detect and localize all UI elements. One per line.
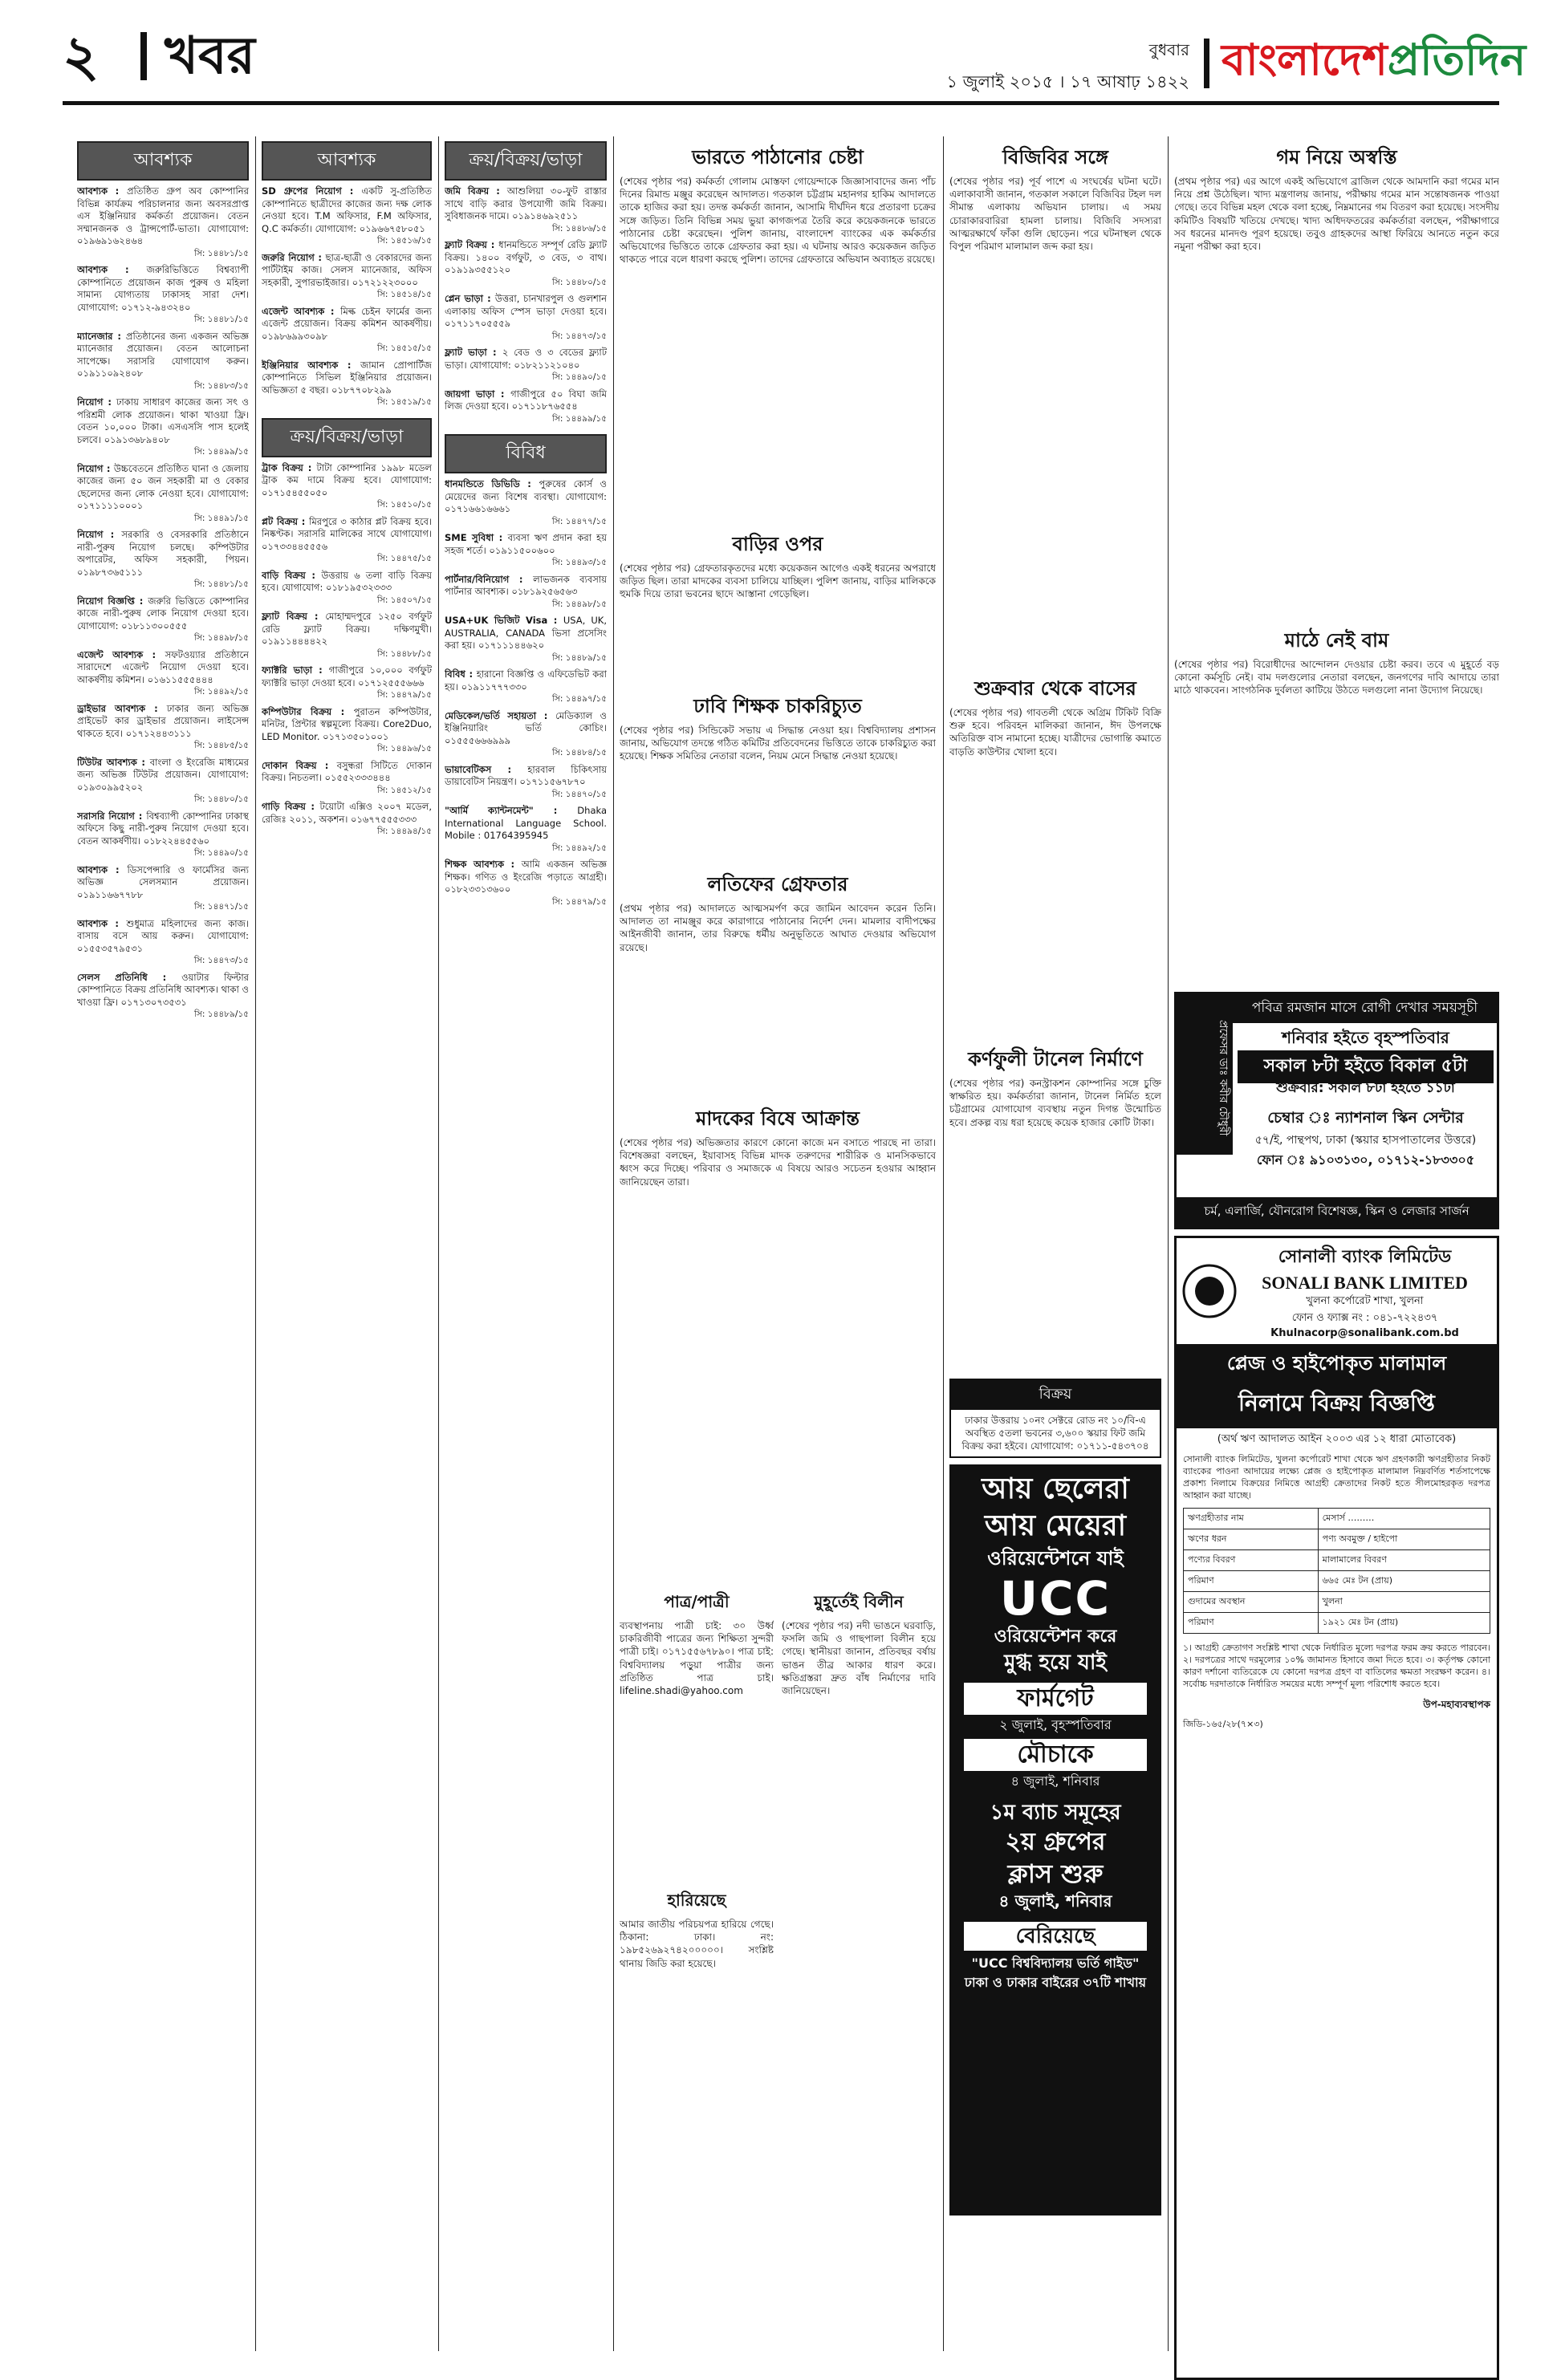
- masthead-divider: [140, 32, 147, 80]
- classified-ad-code: সি: ১৪৪৮১/১৫: [193, 579, 249, 589]
- table-cell: মেসার্স ………: [1318, 1509, 1490, 1529]
- classified-ad-code: সি: ১৪৫১৪/১৫: [376, 290, 432, 299]
- classified-ad-code: সি: ১৪৪৭৩/১৫: [551, 331, 607, 341]
- article-body: (প্রথম পৃষ্ঠার পর) আদালতে আত্মসমর্পণ করে জামিন আবেদন করেন তিনি। আদালত তা নামঞ্জুর করে কারাগারে পাঠানোর নির্দেশ দেন। মামলার বাদীপক্ষের আইনজীবী জানান, তার বিরুদ্ধে ধর্মীয় অনুভূতিতে আঘাত দেওয়ার অভিযোগ রয়েছে।: [620, 903, 936, 953]
- classified-ad-lead: বাড়ি বিক্রয় :: [262, 569, 322, 581]
- classified-ad-lead: "আর্মি ক্যান্টনমেন্ট" :: [445, 805, 578, 816]
- classified-ad-text: টয়োটা এক্সিও ২০০৭ মডেল, রেজিঃ ২০১১, অকশন। ০১৬৭৭৫৫৫৩৩৩: [262, 801, 432, 825]
- classified-ad-code: সি: ১৪৫১২/১৫: [376, 785, 432, 795]
- ucc-line: ক্লাস শুরু: [1007, 1858, 1104, 1889]
- notice-signoff: উপ-মহাব্যবস্থাপক: [1423, 1699, 1490, 1710]
- headline: বিজিবির সঙ্গে: [1002, 146, 1108, 169]
- classified-ad-text: উত্তরা, চানখারপুল ও গুলশান এলাকায় অফিস স্পেস ভাড়া দেওয়া হবে। ০১৭১১৭০৫৫৫৯: [445, 293, 607, 329]
- classified-ad-code: সি: ১৪৪৮১/১৫: [193, 315, 249, 324]
- headline: পাত্র/পাত্রী: [664, 1592, 730, 1611]
- article-body: (শেষের পৃষ্ঠার পর) নদী ভাঙনে ঘরবাড়ি, ফসলি জমি ও গাছপালা বিলীন হয়ে গেছে। স্থানীয়রা জানান, প্রতিবছর বর্ষায় ভাঙন তীব্র আকার ধারণ করে। ক্ষতিগ্রস্তরা দ্রুত বাঁধ নির্মাণের দাবি জানিয়েছেন।: [782, 1620, 936, 1697]
- table-cell: ঋণের ধরন: [1184, 1529, 1319, 1550]
- classified-ad-text: ঢাকায় সাধারণ কাজের জন্য সৎ ও পরিশ্রমী লোক প্রয়োজন। থাকা খাওয়া ফ্রি। বেতন ১০,০০০ টাকা। এসএসসি পাস হলেই চলবে। ০১৯১৩৬৮৯৪০৮: [77, 396, 249, 445]
- table-cell: গুদামের অবস্থান: [1184, 1592, 1319, 1613]
- classified-ad: [77, 864, 249, 914]
- headline: কর্ণফুলী টানেল নির্মাণে: [968, 1048, 1143, 1070]
- logo-part-2: প্রতিদিন: [1387, 34, 1526, 85]
- article-body: (শেষের পৃষ্ঠার পর) অভিজ্ঞতার কারণে কোনো কাজে মন বসাতে পারছে না তারা। বিশেষজ্ঞরা বলছেন, ইয়াবাসহ বিভিন্ন মাদক তরুণদের শারীরিক ও মানসিকভাবে ধ্বংস করে দিচ্ছে। পরিবার ও সমাজকে এ বিষয়ে আরও সচেতন হওয়ার আহ্বান জানিয়েছেন তারা।: [620, 1137, 936, 1188]
- classifieds-column-2: [262, 141, 432, 2348]
- classified-ad: [445, 239, 607, 289]
- classified-ad-code: সি: ১৪৫১০/১৫: [376, 500, 432, 510]
- classified-ad-text: লাভজনক ব্যবসায় পার্টনার আবশ্যক। ০১৮১৯২৫৬৫৬৩: [445, 573, 607, 597]
- classified-ad-text: জরুরি ভিত্তিতে কোম্পানির কাজে নারী-পুরুষ লোক নিয়োগ দেওয়া হবে। যোগাযোগ: ০১৮১১৩০০৫৫৫: [77, 595, 249, 632]
- classified-ad-code: সি: ১৪৪৮৪/১৫: [551, 748, 607, 757]
- classified-ad: [262, 252, 432, 302]
- ucc-line: ১ম ব্যাচ সমূহের: [990, 1801, 1121, 1825]
- classified-ad-text: আমি একজন অভিজ্ঞ শিক্ষক। গণিত ও ইংরেজি পড়াতে আগ্রহী। ০১৮২৩৩১৩৬০০: [445, 859, 607, 895]
- classified-ad-code: সি: ১৪৫০৭/১৫: [376, 595, 432, 605]
- classified-ad-code: সি: ১৪৪৯০/১৫: [193, 848, 249, 858]
- headline: মাদকের বিষে আক্রান্ত: [696, 1107, 860, 1130]
- classified-ad-code: সি: ১৪৪৯০/১৫: [551, 372, 607, 382]
- classified-ad-lead: ম্যানেজার :: [77, 330, 126, 342]
- classified-ad-text: ব্যবসা ঋণ প্রদান করা হয় সহজ শর্তে। ০১৯১১৫০০৬০০: [445, 532, 607, 556]
- classified-ad-code: সি: ১৪৪৯২/১৫: [551, 843, 607, 853]
- classified-ad-text: USA, UK, AUSTRALIA, CANADA ভিসা প্রসেসিং করা হয়। ০১৭১১১৪৪৬২০: [445, 615, 607, 651]
- classified-ad-lead: নিয়োগ বিজ্ঞপ্তি :: [77, 595, 148, 607]
- classified-ad: [262, 359, 432, 409]
- news-column-3: [1174, 141, 1499, 2348]
- classified-ad: [445, 574, 607, 611]
- bank-name-bn: সোনালী ব্যাংক লিমিটেড: [1278, 1247, 1452, 1267]
- classified-ad: [77, 757, 249, 806]
- classified-ad: [77, 185, 249, 260]
- masthead-day: বুধবার: [1148, 40, 1189, 59]
- table-cell: পণ্য অবমুক্ত / হাইপো: [1318, 1529, 1490, 1550]
- classified-ad: [445, 478, 607, 528]
- classified-ad-code: সি: ১৪৪৭১/১৫: [193, 902, 249, 912]
- notice-code: জিডি-১৬৫/২৮(৭×৩): [1183, 1719, 1263, 1729]
- notice-subtitle: (অর্থ ঋণ আদালত আইন ২০০৩ এর ১২ ধারা মোতাবেক): [1217, 1433, 1457, 1445]
- table-row: [1184, 1571, 1490, 1592]
- bank-header: [1177, 1238, 1497, 1346]
- classified-ad-lead: এজেন্ট আবশ্যক :: [77, 648, 165, 660]
- classified-ad-text: উত্তরায় ৬ তলা বাড়ি বিক্রয় হবে। যোগাযোগ: ০১৮১৯৫৩২৩৩৩: [262, 569, 432, 593]
- classified-ad: [77, 703, 249, 753]
- classified-ad-lead: SD গ্রুপের নিয়োগ :: [262, 185, 362, 197]
- table-cell: ১৯২১ মেঃ টন (প্রায়): [1318, 1613, 1490, 1634]
- classified-ad: [77, 972, 249, 1021]
- category-heading: আবশ্যক: [77, 141, 249, 181]
- classified-ad-code: সি: ১৪৪৮৯/১৫: [551, 652, 607, 663]
- column-rule: [613, 136, 614, 2351]
- classified-ad-code: সি: ১৪৫১৬/১৫: [376, 236, 432, 246]
- column-rule: [438, 136, 439, 2351]
- classified-ad-text: বসুন্ধরা সিটিতে দোকান বিক্রয়। নিচতলা। ০১৫৫২৩৩৩৪৪৪: [262, 759, 432, 783]
- classified-ad: [262, 570, 432, 607]
- classified-ad: [445, 185, 607, 235]
- classified-ad: [445, 764, 607, 802]
- classified-ad-code: সি: ১৪৪৭০/১৫: [551, 789, 607, 799]
- category-heading: ক্রয়/বিক্রয়/ভাড়া: [262, 418, 432, 457]
- column-rule: [1168, 136, 1169, 2351]
- classified-list: [262, 185, 432, 413]
- classified-ad-lead: গাড়ি বিক্রয় :: [262, 801, 320, 812]
- brand-divider: [1204, 39, 1209, 88]
- headline: মুহূর্তেই বিলীন: [814, 1592, 904, 1611]
- classifieds-column-3: [445, 141, 607, 2348]
- classified-ad-text: ঢাকার জন্য অভিজ্ঞ প্রাইভেট কার ড্রাইভার প্রয়োজন। লাইসেন্স থাকতে হবে। ০১৭১২৪৪৩১১১: [77, 702, 249, 739]
- ucc-line: বেরিয়েছে: [964, 1922, 1147, 1951]
- ucc-venue: মৌচাকে: [964, 1739, 1147, 1771]
- ucc-venue: ফার্মগেট: [964, 1683, 1147, 1715]
- classified-ad-code: সি: ১৪৫১৯/১৫: [376, 397, 432, 407]
- table-cell: খুলনা: [1318, 1592, 1490, 1613]
- table-row: [1184, 1613, 1490, 1634]
- classified-ad: [445, 805, 607, 855]
- classified-ad-code: সি: ১৪৪৭৭/১৫: [551, 516, 607, 526]
- bank-name-en: SONALI BANK LIMITED: [1262, 1273, 1468, 1293]
- notice-body: সোনালী ব্যাংক লিমিটেড, খুলনা কর্পোরেট শাখা থেকে ঋণ গ্রহণকারী ঋণগ্রহীতার নিকট ব্যাংকের পাওনা আদায়ের লক্ষ্যে প্লেজ ও হাইপোকৃত মালামাল নিম্নবর্ণিত শর্তসাপেক্ষে প্রকাশ্য নিলামে বিক্রয়ের নিমিত্তে আগ্রহী ক্রেতাদের নিকট হতে সীলমোহরকৃত দরপত্র আহ্বান করা যাচ্ছে।: [1183, 1454, 1490, 1501]
- doctor-schedule: শনিবার হইতে বৃহস্পতিবার: [1282, 1028, 1449, 1047]
- classified-ad-lead: এজেন্ট আবশ্যক :: [262, 305, 341, 317]
- classified-ad-text: আশুলিয়া ৩০-ফুট রাস্তার সাথে বাড়ি করার উপযোগী জমি বিক্রয়। সুবিধাজনক দামে। ০১৯১৪৬৯২৫১১: [445, 185, 607, 221]
- newspaper-logo: [1222, 27, 1526, 91]
- classified-ad-lead: SME সুবিধা :: [445, 532, 508, 543]
- classified-ad-code: সি: ১৪৪৮৫/১৫: [193, 741, 249, 750]
- classified-ad-lead: ফ্যাক্টরি ভাড়া :: [262, 664, 329, 676]
- category-heading: বিবিধ: [445, 434, 607, 473]
- masthead-date: ১ জুলাই ২০১৫ । ১৭ আষাঢ় ১৪২২: [946, 72, 1189, 91]
- classified-ad: [77, 810, 249, 860]
- doctor-advertisement: [1174, 992, 1499, 1229]
- doctor-schedule: শুক্রবার: সকাল ৮টা হইতে ১১টা: [1276, 1080, 1455, 1096]
- article-body: (প্রথম পৃষ্ঠার পর) এর আগে একই অভিযোগে ব্রাজিল থেকে আমদানি করা গমের মান নিয়ে প্রশ্ন উঠেছিল। খাদ্য মন্ত্রণালয় জানায়, পরীক্ষায় গমের মান সন্তোষজনক পাওয়া গেছে। তবে বিভিন্ন মহল থেকে বলা হচ্ছে, নিম্নমানের গম বিতরণ করা হয়েছে। সংসদীয় কমিটিও বিষয়টি খতিয়ে দেখছে। খাদ্য অধিদফতরের কর্মকর্তারা বলছেন, পরীক্ষাগারে সব ধরনের মানদণ্ড পূরণ হয়েছে। তবুও গ্রাহকদের আস্থা ফিরিয়ে আনতে নতুন করে নমুনা পরীক্ষা করা হবে।: [1174, 176, 1499, 253]
- news-column-1: [620, 141, 936, 2348]
- classified-ad-code: সি: ১৪৪৯৯/১৫: [193, 447, 249, 457]
- notice-title: প্লেজ ও হাইপোকৃত মালামাল: [1177, 1346, 1497, 1384]
- table-cell: ঋণগ্রহীতার নাম: [1184, 1509, 1319, 1529]
- classified-ad-text: একটি সু-প্রতিষ্ঠিত কোম্পানিতে ছাত্রীদের কাজের জন্য দক্ষ লোক নেওয়া হবে। T.M অফিসার, F.M অফিসার, Q.C কর্মকর্তা। যোগাযোগ: ০১৯৬৬৭৫৮০৫১: [262, 185, 432, 234]
- classified-ad: [77, 595, 249, 645]
- classified-list: [262, 462, 432, 843]
- doctor-phone: ফোন ঃ ৯১০৩১৩০, ০১৭১২-১৮৩৩০৫: [1256, 1152, 1475, 1168]
- headline: গম নিয়ে অস্বস্তি: [1276, 146, 1397, 169]
- classified-ad-text: টাটা কোম্পানির ১৯৯৮ মডেল ট্রাক কম দামে বিক্রয় হবে। যোগাযোগ: ০১৭১৫৪৫৫০৫০: [262, 461, 432, 498]
- classified-ad-text: সফটওয়্যার প্রতিষ্ঠানে সারাদেশে এজেন্ট নিয়োগ দেওয়া হবে। আকর্ষণীয় কমিশন। ০১৬১১৫৫৫৪৪৪: [77, 648, 249, 685]
- bank-branch: খুলনা কর্পোরেট শাখা, খুলনা: [1306, 1295, 1424, 1307]
- classified-ad: [262, 706, 432, 756]
- column-rule: [255, 136, 256, 2351]
- notice-title: নিলামে বিক্রয় বিজ্ঞপ্তি: [1177, 1384, 1497, 1428]
- headline: মাঠে নেই বাম: [1284, 629, 1389, 652]
- ucc-line: ঢাকা ও ঢাকার বাইরের ৩৭টি শাখায়: [964, 1975, 1147, 1990]
- ucc-line: মুগ্ধ হয়ে যাই: [1004, 1651, 1107, 1675]
- logo-part-1: বাংলাদেশ: [1222, 34, 1388, 85]
- headline: ঢাবি শিক্ষক চাকরিচ্যুত: [693, 695, 862, 717]
- classified-ad-text: পুরাতন কম্পিউটার, মনিটর, প্রিন্টার স্বল্পমূল্যে বিক্রয়। Core2Duo, LED Monitor. ০১৭১৩৫০১০০১: [262, 705, 432, 742]
- classified-ad-lead: আবশ্যক :: [77, 917, 127, 929]
- sale-ad: [949, 1379, 1161, 1458]
- classified-ad-lead: ধানমন্ডিতে ডিভিডি :: [445, 478, 539, 489]
- ucc-headline: আয় মেয়েরা: [984, 1509, 1127, 1542]
- classifieds-column-1: [77, 141, 249, 2348]
- classified-ad-code: সি: ১৪৪৮০/১৫: [551, 277, 607, 287]
- ucc-advertisement: [949, 1464, 1161, 2216]
- table-row: [1184, 1529, 1490, 1550]
- section-title: খবর: [165, 26, 255, 86]
- classified-ad-code: সি: ১৪৪৯৯/১৫: [551, 413, 607, 424]
- classified-ad: [77, 463, 249, 526]
- ucc-date: ৪ জুলাই, শনিবার: [998, 1891, 1112, 1911]
- classified-ad: [445, 388, 607, 426]
- classified-ad: [445, 347, 607, 384]
- classified-ad-lead: আবশ্যক :: [77, 863, 128, 875]
- table-cell: মালামালের বিবরণ: [1318, 1550, 1490, 1571]
- classified-ad-lead: ড্রাইভার আবশ্যক :: [77, 702, 167, 714]
- classified-ad: [262, 801, 432, 839]
- ucc-logo: UCC: [999, 1571, 1112, 1626]
- classified-ad-text: হারানো বিজ্ঞপ্তি ও এফিডেভিট করা হয়। ০১৯১১৭৭৭৩৩০: [445, 668, 607, 692]
- table-cell: পরিমাণ: [1184, 1571, 1319, 1592]
- classified-ad: [445, 859, 607, 908]
- bank-phone: ফোন ও ফ্যাক্স নং : ০৪১-৭২২৪৩৭: [1291, 1312, 1438, 1324]
- classified-ad: [77, 649, 249, 699]
- classified-ad: [77, 396, 249, 459]
- doctor-specialty: চর্ম, এলার্জি, যৌনরোগ বিশেষজ্ঞ, স্কিন ও লেজার সার্জন: [1177, 1197, 1497, 1227]
- classified-ad-code: সি: ১৪৪৯২/১৫: [193, 687, 249, 697]
- article-body: (শেষের পৃষ্ঠার পর) পূর্ব পাশে এ সংঘর্ষের ঘটনা ঘটে। এলাকাবাসী জানান, গতকাল সকালে বিজিবির টহল দল সীমান্ত এলাকায় অভিযান চালায়। এ সময় চোরাকারবারিরা হামলা চালায়। বিজিবি সদস্যরা আত্মরক্ষার্থে ফাঁকা গুলি ছোড়েন। পরে ঘটনাস্থল থেকে বিপুল পরিমাণ মালামাল জব্দ করা হয়।: [949, 176, 1161, 253]
- classified-ad-text: হারবাল চিকিৎসায় ডায়াবেটিস নিয়ন্ত্রণ। ০১৭১১৫৬৭৮৭০: [445, 763, 607, 787]
- doctor-address: ৫৭/ই, পান্থপথ, ঢাকা (স্কয়ার হাসপাতালের উত্তরে): [1254, 1134, 1477, 1147]
- classified-ad-text: ২ বেড ও ৩ বেডের ফ্ল্যাট ভাড়া। যোগাযোগ: ০১৮২১১২১০৪০: [445, 347, 607, 371]
- doctor-name-badge: প্রফেসর ডাঃ কবীর চৌধুরী: [1177, 994, 1233, 1155]
- classified-ad-lead: ফ্ল্যাট বিক্রয় :: [262, 611, 326, 622]
- classified-ad: [77, 529, 249, 591]
- classified-ad: [262, 185, 432, 248]
- article-body: ব্যবস্থাপনায় পাত্রী চাই: ৩০ উর্ধ্ব চাকরিজীবী পাত্রের জন্য শিক্ষিতা সুন্দরী পাত্রী চাই। ০১৭১৫৫৬৭৮৯০। পাত্র চাই: বিশ্ববিদ্যালয় পড়ুয়া পাত্রীর জন্য প্রতিষ্ঠিত পাত্র চাই। lifeline.shadi@yahoo.com: [620, 1620, 774, 1697]
- classified-ad-lead: নিয়োগ :: [77, 462, 114, 474]
- article-body: (শেষের পৃষ্ঠার পর) গাবতলী থেকে অগ্রিম টিকিট বিক্রি শুরু হবে। পরিবহন মালিকরা জানান, ঈদ উপলক্ষে অতিরিক্ত বাস নামানো হচ্ছে। যাত্রীদের ভোগান্তি কমাতে বাড়তি কাউন্টার খোলা হবে।: [949, 707, 1161, 757]
- classified-ad: [445, 615, 607, 664]
- classified-ad: [445, 710, 607, 760]
- classified-ad: [262, 760, 432, 798]
- classified-ad-text: ছাত্র-ছাত্রী ও বেকারদের জন্য পার্টটাইম কাজ। সেলস ম্যানেজার, অফিস সহকারী, সুপারভাইজার। ০১৭২১২২৩০০০: [262, 251, 432, 288]
- table-cell: ৬৬৫ মেঃ টন (প্রায়): [1318, 1571, 1490, 1592]
- classified-ad-code: সি: ১৪৪৭৯/১৫: [376, 690, 432, 700]
- classified-ad-text: জামান প্রোপার্টিজ কোম্পানিতে সিভিল ইঞ্জিনিয়ার প্রয়োজন। অভিজ্ঞতা ৫ বছর। ০১৮৭৭০৮২৯৯: [262, 359, 432, 396]
- classified-ad-lead: টিউটর আবশ্যক :: [77, 756, 150, 768]
- classified-ad-lead: মেডিকেল/ভর্তি সহায়তা :: [445, 709, 556, 721]
- classified-ad: [445, 668, 607, 706]
- classified-ad-text: গাজীপুরে ৫০ বিঘা জমি লিজ দেওয়া হবে। ০১৭১১৮৭৬৫৫৪: [445, 388, 607, 412]
- notice-table: [1183, 1508, 1490, 1634]
- classified-ad-text: মোহাম্মদপুরে ১২৫০ বর্গফুট রেডি ফ্ল্যাট বিক্রয়। দক্ষিণমুখী। ০১৯১১৪৪৪৪২২: [262, 611, 432, 647]
- classified-ad-text: মেডিক্যাল ও ইঞ্জিনিয়ারিং ভর্তি কোচিং। ০১৫৫৫৬৬৬৯৯৯: [445, 709, 607, 746]
- classified-ad-text: প্রতিষ্ঠিত গ্রুপ অব কোম্পানির বিভিন্ন কার্যক্রম পরিচালনার জন্য অবসরপ্রাপ্ত এস ইঞ্জিনিয়ার কর্মকর্তা প্রয়োজন। বেতন সম্মানজনক ও ট্রান্সপোর্ট-ভাতা। যোগাযোগ: ০১৯৬৯১৬২৪৬৪: [77, 185, 249, 246]
- classified-ad-lead: ফ্ল্যাট বিক্রয় :: [445, 239, 499, 250]
- article-body: (শেষের পৃষ্ঠার পর) কর্মকর্তা গোলাম মোস্তফা গোয়েন্দাকে জিজ্ঞাসাবাদের জন্য পাঁচ দিনের রিমান্ড মঞ্জুর করেছেন আদালত। গতকাল চট্টগ্রাম মহানগর হাকিম আদালতে তাকে হাজির করা হয়। তদন্ত কর্মকর্তা জানান, আসামি দীর্ঘদিন ধরে প্রতারণা চক্রের সঙ্গে জড়িত। তিনি বিভিন্ন সময় ভুয়া কাগজপত্র তৈরি করে কয়েকজনকে ভারতে পাঠানোর চেষ্টা করেছেন। পুলিশ জানায়, বাংলাদেশ ব্যাংকের এক কর্মকর্তার অভিযোগের ভিত্তিতে তাকে গ্রেফতার করা হয়। এ ঘটনায় আরও কয়েকজন জড়িত থাকতে পারে বলে ধারণা করছে পুলিশ। তাদের গ্রেফতারে অভিযান অব্যাহত রয়েছে।: [620, 176, 936, 266]
- classified-ad-lead: জরুরি নিয়োগ :: [262, 251, 326, 263]
- classified-ad-code: সি: ১৪৪৯৮/১৫: [551, 599, 607, 609]
- bank-email: Khulnacorp@sonalibank.com.bd: [1270, 1327, 1459, 1339]
- classified-ad: [262, 462, 432, 512]
- classified-ad: [445, 532, 607, 570]
- classified-list: [77, 185, 249, 1026]
- headline: লতিফের গ্রেফতার: [707, 873, 848, 896]
- classified-ad: [262, 664, 432, 702]
- classified-ad-text: শুধুমাত্র মহিলাদের জন্য কাজ। বাসায় বসে আয় করুন। যোগাযোগ: ০১৫৫৩৫৭৯৫৩১: [77, 917, 249, 954]
- article-body: (শেষের পৃষ্ঠার পর) বিরোধীদের আন্দোলন দেওয়ার চেষ্টা করব। তবে এ মুহূর্তে বড় কোনো কর্মসূচি নেই। বাম দলগুলোর নেতারা বলছেন, জনগণের দাবি আদায়ে তারা মাঠে থাকবেন। সাংগঠনিক দুর্বলতা কাটিয়ে উঠতে দলগুলো নানা উদ্যোগ নিয়েছে।: [1174, 659, 1499, 697]
- classified-ad-lead: বিবিধ :: [445, 668, 477, 680]
- category-heading: আবশ্যক: [262, 141, 432, 181]
- classified-ad-code: সি: ১৪৪৭৩/১৫: [193, 956, 249, 965]
- ucc-line: ২য় গ্রুপের: [1005, 1828, 1106, 1856]
- article-body: আমার জাতীয় পরিচয়পত্র হারিয়ে গেছে। ঠিকানা: ঢাকা। নং: ১৯৮৫২৬৯২৭৪২০০০০০। সংশ্লিষ্ট থানায় জিডি করা হয়েছে।: [620, 1919, 774, 1969]
- classified-ad-code: সি: ১৪৪৮৮/১৫: [376, 648, 432, 659]
- classified-ad-text: ধানমন্ডিতে সম্পূর্ণ রেডি ফ্ল্যাট বিক্রয়। ১৪০০ বর্গফুট, ৩ বেড, ৩ বাথ। ০১৯১৯৩৫৫১২০: [445, 239, 607, 275]
- notice-conditions: ১। আগ্রহী ক্রেতাগণ সংশ্লিষ্ট শাখা থেকে নির্ধারিত মূল্যে দরপত্র ফরম ক্রয় করতে পারবেন। ২। দরপত্রের সাথে দরমূল্যের ১০% জামানত হিসাবে জমা দিতে হবে। ৩। কর্তৃপক্ষ কোনো কারণ দর্শানো ব্যতিরেকে যে কোনো দরপত্র গ্রহণ বা বাতিলের ক্ষমতা সংরক্ষণ করেন। ৪। সর্বোচ্চ দরদাতাকে নির্ধারিত সময়ের মধ্যে সম্পূর্ণ মূল্য পরিশোধ করতে হবে।: [1183, 1643, 1490, 1689]
- bank-logo-icon: [1181, 1263, 1238, 1319]
- page-number: ২: [63, 22, 100, 89]
- classified-ad-lead: কম্পিউটার বিক্রয় :: [262, 705, 354, 717]
- classified-ad-lead: শিক্ষক আবশ্যক :: [445, 859, 522, 870]
- classified-ad-lead: আবশ্যক :: [77, 185, 127, 197]
- classified-ad-lead: জায়গা ভাড়া :: [445, 388, 511, 400]
- ucc-line: ওরিয়েন্টেশন করে: [994, 1627, 1117, 1647]
- classified-ad-text: ডিসপেন্সারি ও ফার্মেসির জন্য অভিজ্ঞ সেলসম্যান প্রয়োজন। ০১৯১১৬৬৭৭৮৮: [77, 863, 249, 900]
- table-row: [1184, 1592, 1490, 1613]
- headline: ভারতে পাঠানোর চেষ্টা: [692, 146, 864, 169]
- classified-ad: [262, 611, 432, 660]
- classified-ad-code: সি: ১৪৪৯৮/১৫: [193, 633, 249, 643]
- sale-ad-text: ঢাকার উত্তরায় ১০নং সেক্টরে রোড নং ১০/বি-এ অবস্থিত ৫তলা ভবনের ৩,৬০০ স্কয়ার ফিট জমি বিক্রয় করা হইবে। যোগাযোগ: ০১৭১১-৫৪৩৭০৪: [961, 1415, 1149, 1452]
- classified-ad-code: সি: ১৪৪৯৩/১৫: [551, 558, 607, 567]
- classified-ad: [262, 306, 432, 355]
- bank-auction-notice: [1174, 1236, 1499, 2380]
- classified-ad-lead: সেলস প্রতিনিধি :: [77, 971, 182, 983]
- article-body: (শেষের পৃষ্ঠার পর) গ্রেফতারকৃতদের মধ্যে কয়েকজন আগেও একই ধরনের অপরাধে জড়িত ছিল। তারা মাদকের ব্যবসা চালিয়ে যাচ্ছিল। পুলিশ জানায়, বাড়ির মালিককে হুমকি দিয়ে তারা ভবনের ছাদে আস্তানা গেড়েছিল।: [620, 563, 936, 600]
- ucc-headline: আয় ছেলেরা: [982, 1472, 1129, 1505]
- classified-ad: [445, 293, 607, 343]
- classified-ad-text: গাজীপুরে ১০,০০০ বর্গফুট ফ্যাক্টরি ভাড়া দেওয়া হবে। ০১৭১২৫৫৫৬৬৬: [262, 664, 432, 688]
- classified-ad-text: মিল্ক চেইন ফার্মের জন্য এজেন্ট প্রয়োজন। বিক্রয় কমিশন আকর্ষণীয়। ০১৯৮৬৯৯৩০৯৮: [262, 305, 432, 342]
- classified-ad-code: সি: ১৪৪৯৪/১৫: [376, 827, 432, 836]
- classified-ad-lead: প্লেন ভাড়া :: [445, 293, 495, 304]
- classified-ad-code: সি: ১৪৪৮৯/১৫: [193, 1009, 249, 1019]
- classified-ad-code: সি: ১৪৪৭৯/১৫: [551, 896, 607, 907]
- classified-list: [445, 185, 607, 429]
- doctor-chamber: চেম্বার ঃ ন্যাশনাল স্কিন সেন্টার: [1267, 1109, 1464, 1127]
- article-body: (শেষের পৃষ্ঠার পর) কনস্ট্রাকশন কোম্পানির সঙ্গে চুক্তি স্বাক্ষরিত হয়। কর্মকর্তারা জানান, টানেল নির্মিত হলে চট্টগ্রামের যোগাযোগ ব্যবস্থায় নতুন দিগন্ত উন্মোচিত হবে। প্রকল্প ব্যয় ধরা হয়েছে কয়েক হাজার কোটি টাকা।: [949, 1078, 1161, 1128]
- doctor-banner: পবিত্র রমজান মাসে রোগী দেখার সময়সূচী: [1233, 994, 1497, 1023]
- sale-ad-title: বিক্রয়: [951, 1380, 1160, 1410]
- article-body: (শেষের পৃষ্ঠার পর) সিন্ডিকেট সভায় এ সিদ্ধান্ত নেওয়া হয়। বিশ্ববিদ্যালয় প্রশাসন জানায়, অভিযোগ তদন্তে গঠিত কমিটির প্রতিবেদনের ভিত্তিতে তাকে চাকরিচ্যুত করা হয়েছে। শিক্ষক সমিতির নেতারা বলেন, নিয়ম মেনে সিদ্ধান্ত নেওয়া হয়েছে।: [620, 725, 936, 762]
- classified-ad-code: সি: ১৪৪৮৩/১৫: [193, 380, 249, 391]
- classified-ad-code: সি: ১৪৫১৫/১৫: [376, 343, 432, 353]
- classified-ad-text: Dhaka International Language School. Mobile : 01764395945: [445, 805, 607, 841]
- masthead-rule: [63, 101, 1499, 105]
- classified-ad-lead: দোকান বিক্রয় :: [262, 759, 337, 771]
- classified-ad-lead: আবশ্যক :: [77, 264, 147, 275]
- classified-ad-text: ওয়াটার ফিল্টার কোম্পানিতে বিক্রয় প্রতিনিধি আবশ্যক। থাকা ও খাওয়া ফ্রি। ০১৭১৩০৭৩৫৩১: [77, 971, 249, 1008]
- classified-ad-lead: সরাসরি নিয়োগ :: [77, 810, 147, 822]
- headline: শুক্রবার থেকে বাসের: [974, 677, 1136, 700]
- classified-ad-code: সি: ১৪৪৮১/১৫: [193, 248, 249, 258]
- category-heading: ক্রয়/বিক্রয়/ভাড়া: [445, 141, 607, 181]
- classified-ad-lead: নিয়োগ :: [77, 396, 116, 408]
- table-cell: পণ্যের বিবরণ: [1184, 1550, 1319, 1571]
- doctor-schedule: সকাল ৮টা হইতে বিকাল ৫টা: [1238, 1050, 1494, 1083]
- classified-ad-lead: পার্টনার/বিনিয়োগ :: [445, 573, 534, 585]
- table-row: [1184, 1509, 1490, 1529]
- ucc-line: "UCC বিশ্ববিদ্যালয় ভর্তি গাইড": [971, 1956, 1140, 1971]
- classified-ad-text: মিরপুরে ৩ কাঠার প্লট বিক্রয় হবে। নিষ্কণ্টক। সরাসরি মালিকের সাথে যোগাযোগ। ০১৭৩৩৪৪৫৫৫৬: [262, 515, 432, 552]
- headline: বাড়ির ওপর: [732, 533, 823, 555]
- classified-ad-text: উচ্চবেতনে প্রতিষ্ঠিত ঘানা ও জেলায় কাজের জন্য ৫০ জন সহকারী মা ও বেকার ছেলেদের জন্য লোক নেওয়া হবে। যোগাযোগ: ০১৭১১১১০০০১: [77, 462, 249, 511]
- classified-ad: [77, 331, 249, 393]
- table-row: [1184, 1550, 1490, 1571]
- classified-ad-lead: ইঞ্জিনিয়ার আবশ্যক :: [262, 359, 360, 371]
- classified-ad-lead: নিয়োগ :: [77, 529, 122, 540]
- classified-ad-text: সরকারি ও বেসরকারি প্রতিষ্ঠানে নারী-পুরুষ নিয়োগ চলছে। কম্পিউটার অপারেটর, অফিস সহকারী, পিয়ন। ০১৯৮৭৩৬৫১১১: [77, 529, 249, 578]
- classified-ad-lead: জমি বিক্রয় :: [445, 185, 507, 197]
- ucc-line: ওরিয়েন্টেশনে যাই: [987, 1547, 1124, 1570]
- classified-ad-lead: ফ্ল্যাট ভাড়া :: [445, 347, 502, 358]
- table-cell: পরিমাণ: [1184, 1613, 1319, 1634]
- classified-ad: [262, 516, 432, 566]
- classified-ad-text: জরুরিভিত্তিতে বিশ্বব্যাপী কোম্পানিতে প্রয়োজন কাজ পুরুষ ও মহিলা সামান্য যোগ্যতায় ঢাকাসহ সারা দেশ। যোগাযোগ: ০১৭১২-৯৪৩২৪০: [77, 264, 249, 313]
- classified-ad-code: সি: ১৪৪৮০/১৫: [193, 794, 249, 804]
- ucc-date: ২ জুলাই, বৃহস্পতিবার: [999, 1717, 1112, 1732]
- classified-ad-lead: ভায়াবেটিকস :: [445, 763, 528, 775]
- classified-ad-code: সি: ১৪৪৯৬/১৫: [376, 744, 432, 753]
- classified-ad-text: পুরুষের কোর্স ও মেয়েদের জন্য বিশেষ ব্যবস্থা। যোগাযোগ: ০১৭১৬৬১৬৬৬১: [445, 478, 607, 514]
- classified-ad-lead: প্লট বিক্রয় :: [262, 515, 310, 527]
- classified-ad-text: বিশ্বব্যাপী কোম্পানির ঢাকাস্থ অফিসে কিছু নারী-পুরুষ নিয়োগ দেওয়া হবে। বেতন আকর্ষণীয়। ০১৮২২৪৪৫৫৬০: [77, 810, 249, 847]
- classified-ad-text: প্রতিষ্ঠানের জন্য একজন অভিজ্ঞ ম্যানেজার প্রয়োজন। বেতন আলোচনা সাপেক্ষে। সরাসরি যোগাযোগ করুন। ০১৯১১০৯২৪০৮: [77, 330, 249, 379]
- classified-ad: [77, 918, 249, 968]
- notice-table-wrap: [1177, 1508, 1497, 1634]
- classified-ad-lead: USA+UK ভিজিট Visa :: [445, 615, 563, 626]
- classified-ad-code: সি: ১৪৪৯১/১৫: [193, 513, 249, 523]
- classified-ad-code: সি: ১৪৪৯৭/১৫: [551, 694, 607, 704]
- classified-list: [445, 478, 607, 912]
- classified-ad-lead: ট্রাক বিক্রয় :: [262, 461, 317, 473]
- classified-ad-code: সি: ১৪৪৮৬/১৫: [551, 223, 607, 234]
- column-rule: [943, 136, 944, 2351]
- classified-ad-text: বাংলা ও ইংরেজি মাধ্যমের জন্য অভিজ্ঞ টিউটর প্রয়োজন। যোগাযোগ: ০১৯৩০৯৯৫২০২: [77, 756, 249, 793]
- classified-ad: [77, 264, 249, 327]
- news-column-2: [949, 141, 1161, 2348]
- headline: হারিয়েছে: [667, 1891, 726, 1910]
- classified-ad-code: সি: ১৪৪৭৫/১৫: [376, 554, 432, 563]
- ucc-date: ৪ জুলাই, শনিবার: [1010, 1773, 1100, 1789]
